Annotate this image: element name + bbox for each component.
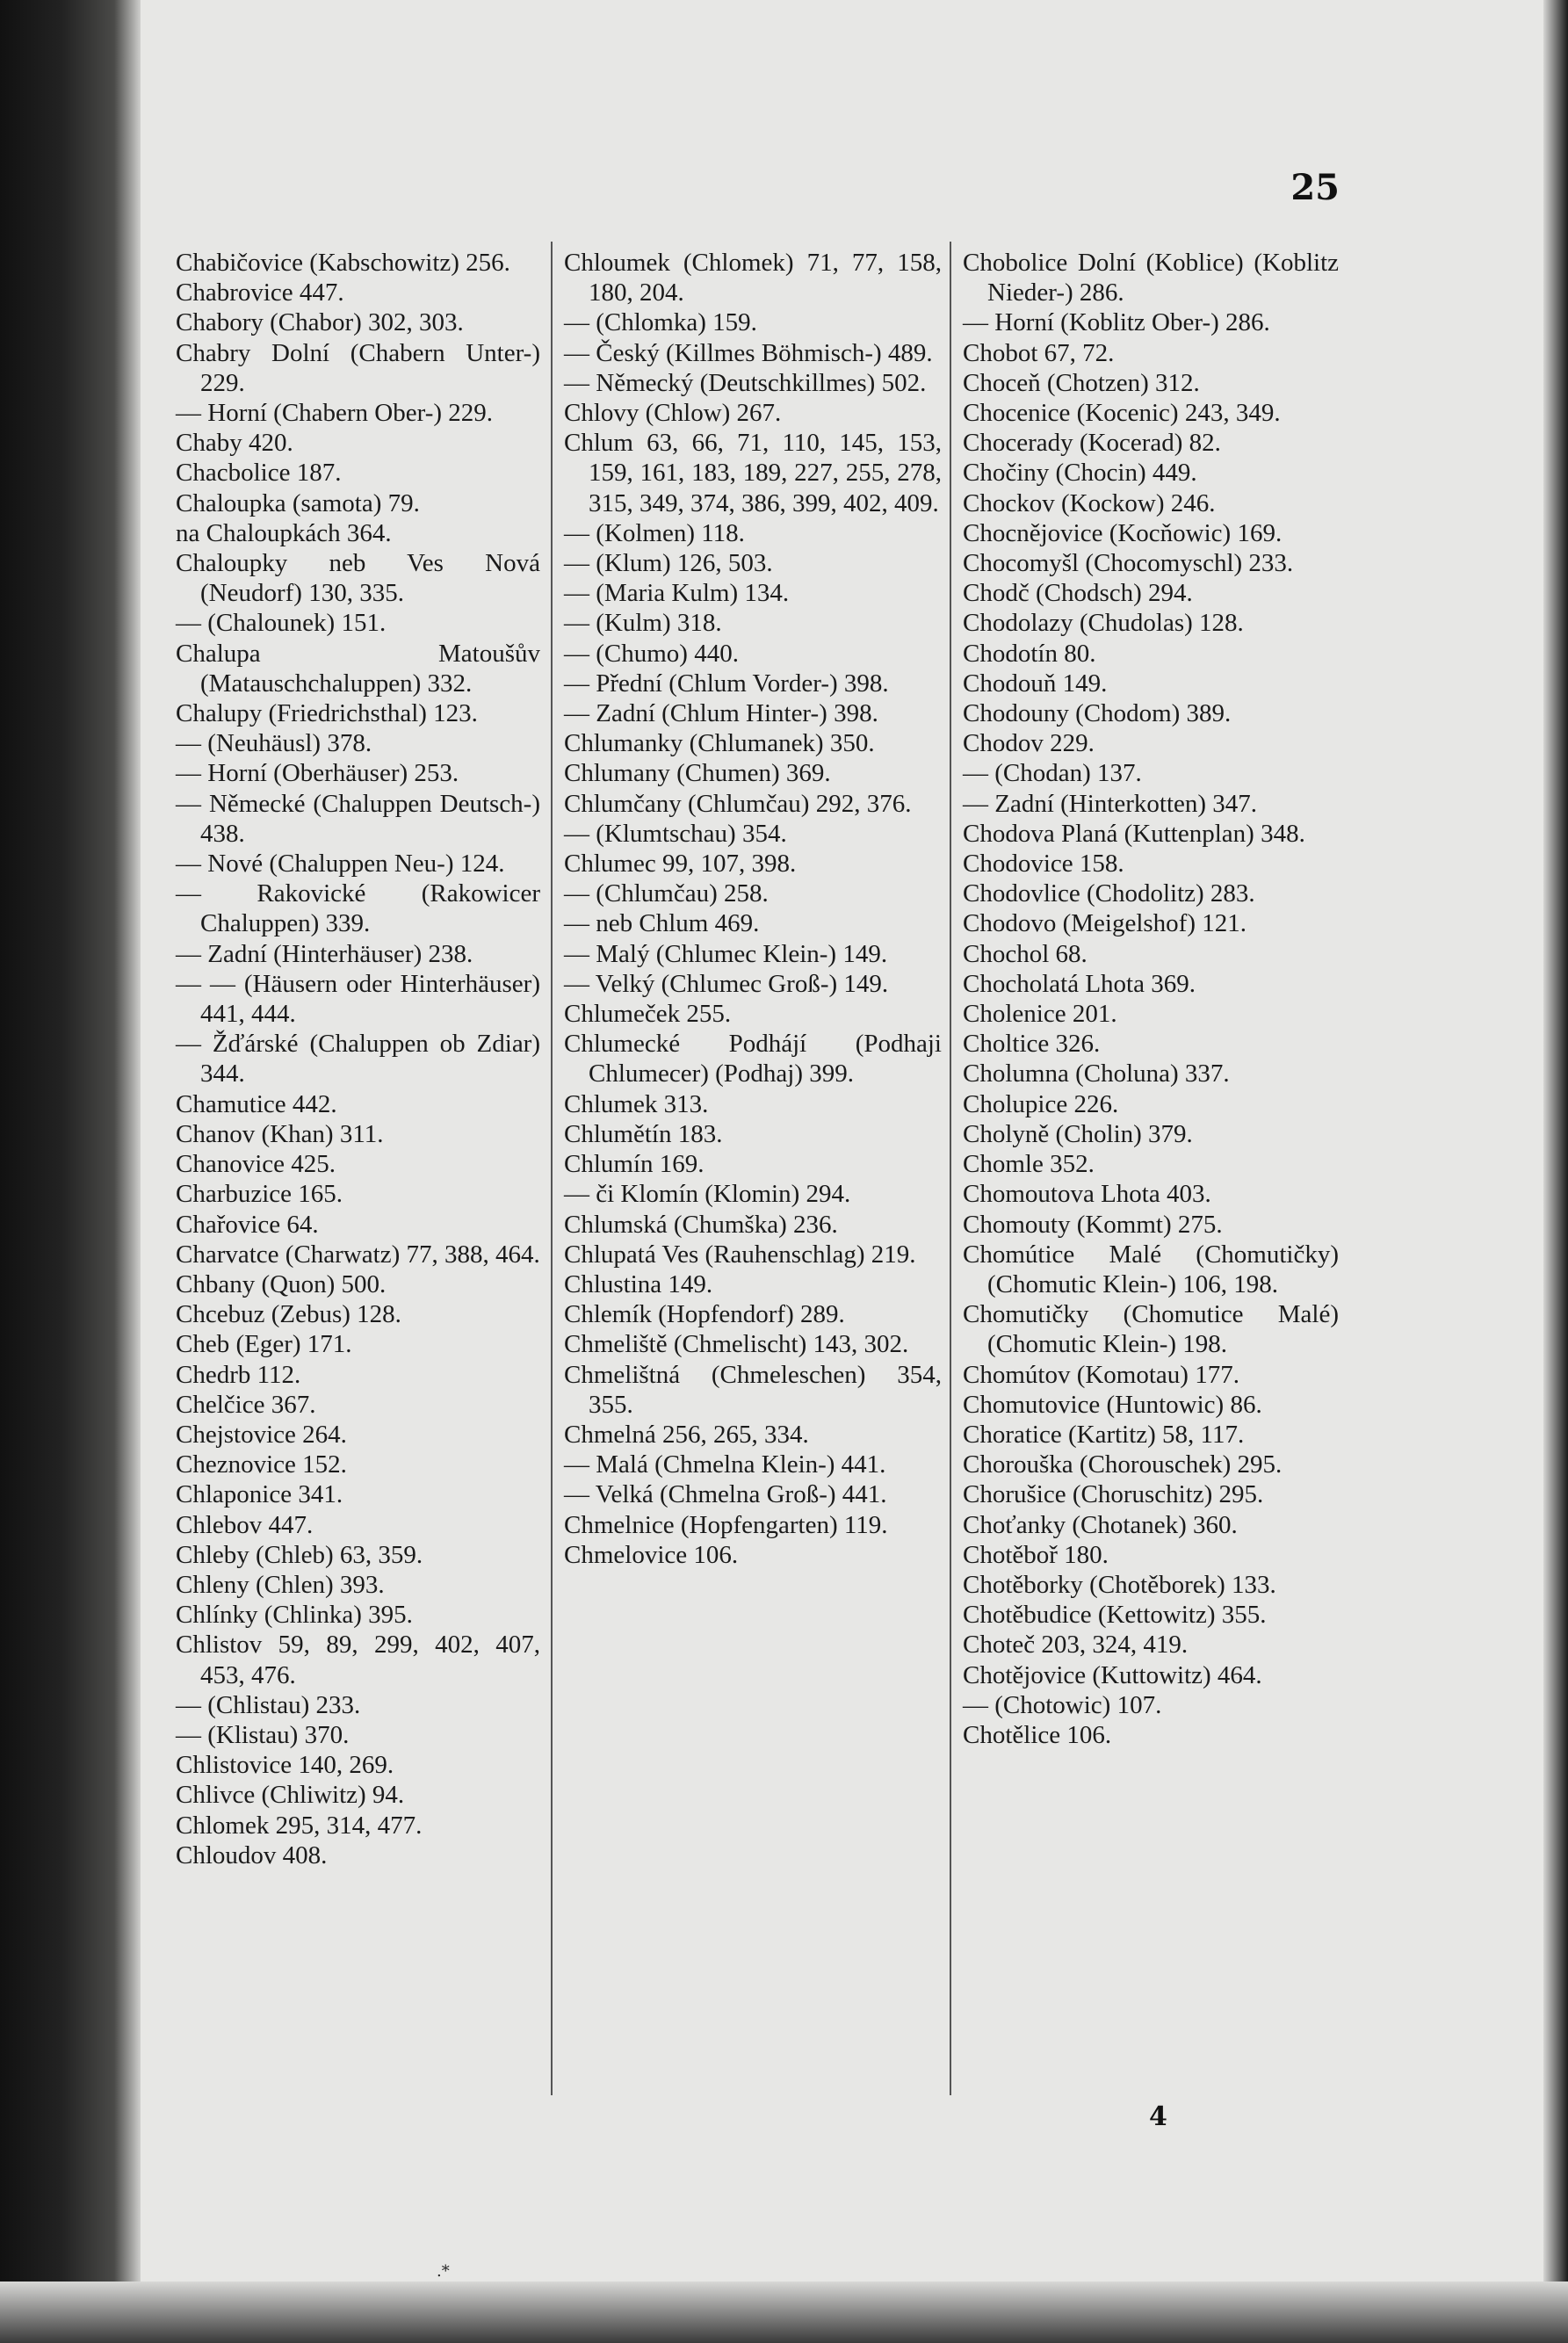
index-entry: Chlumek 313.: [564, 1089, 709, 1118]
scan-border-left: [0, 0, 141, 2343]
index-entry: Chlínky (Chlinka) 395.: [176, 1601, 413, 1630]
index-entry: — (Chalounek) 151.: [176, 609, 387, 638]
index-entry: na Chaloupkách 364.: [176, 518, 392, 547]
index-entry: — či Klomín (Klomin) 294.: [564, 1180, 851, 1209]
index-entry: — Zadní (Hinterhäuser) 238.: [176, 939, 473, 968]
index-entry: Cholenice 201.: [963, 1000, 1117, 1029]
index-entry: Chocholatá Lhota 369.: [963, 969, 1196, 998]
index-entry: Chodovo (Meigelshof) 121.: [963, 909, 1246, 938]
index-entry: Chedrb 112.: [176, 1360, 301, 1389]
index-entry: — Velká (Chmelna Groß-) 441.: [564, 1480, 887, 1509]
index-entry: Chabry Dolní (Chabern Unter-) 229.: [176, 338, 540, 397]
index-entry: Chanovice 425.: [176, 1150, 336, 1179]
index-entry: Chotěboř 180.: [963, 1540, 1109, 1569]
index-entry: Chlebov 447.: [176, 1510, 314, 1539]
index-entry: Chloumek (Chlomek) 71, 77, 158, 180, 204.: [564, 249, 942, 307]
index-entry: Chotěbudice (Kettowitz) 355.: [963, 1601, 1267, 1630]
index-entry: — (Chlistau) 233.: [176, 1690, 361, 1719]
index-entry: Chlumín 169.: [564, 1150, 705, 1179]
index-entry: Chlumec 99, 107, 398.: [564, 850, 797, 879]
index-entry: — Nové (Chaluppen Neu-) 124.: [176, 850, 505, 879]
index-entry: Chlumany (Chumen) 369.: [564, 759, 831, 788]
index-entry: Cholyně (Cholin) 379.: [963, 1119, 1193, 1148]
index-entry: — (Klum) 126, 503.: [564, 549, 773, 578]
index-entry: Cheb (Eger) 171.: [176, 1330, 352, 1359]
index-column-2: [564, 248, 942, 2093]
index-entry: Chomouty (Kommt) 275.: [963, 1210, 1223, 1239]
index-entry: Chlum 63, 66, 71, 110, 145, 153, 159, 161, 183, 189, 227, 255, 278, 315, 349, 374, 386, 399, 402, 409.: [564, 429, 942, 517]
index-entry: Chlumčany (Chlumčau) 292, 376.: [564, 789, 912, 818]
index-entry: Chleby (Chleb) 63, 359.: [176, 1540, 423, 1569]
index-entry: — Zadní (Hinterkotten) 347.: [963, 789, 1258, 818]
index-entry: Chodotín 80.: [963, 639, 1096, 668]
index-entry: Chlovy (Chlow) 267.: [564, 399, 782, 428]
index-entry: Chalupa Matoušův (Matauschchaluppen) 332.: [176, 639, 540, 698]
index-entry: Choťanky (Chotanek) 360.: [963, 1510, 1238, 1539]
column-divider: [551, 242, 553, 2095]
index-entry: Chaloupka (samota) 79.: [176, 488, 420, 517]
index-entry: Chlumětín 183.: [564, 1119, 723, 1148]
index-entry: Chočiny (Chocin) 449.: [963, 459, 1197, 488]
index-entry: Chelčice 367.: [176, 1390, 316, 1419]
index-entry: Chodč (Chodsch) 294.: [963, 579, 1193, 608]
index-entry: Charbuzice 165.: [176, 1180, 343, 1209]
index-entry: Chodolazy (Chudolas) 128.: [963, 609, 1244, 638]
index-entry: Choteč 203, 324, 419.: [963, 1631, 1189, 1660]
index-entry: — Žďárské (Chaluppen ob Zdiar) 344.: [176, 1030, 540, 1088]
index-column-3: [963, 248, 1339, 2093]
index-entry: — Německé (Chaluppen Deutsch-) 438.: [176, 789, 540, 848]
index-entry: Chlemík (Hopfendorf) 289.: [564, 1300, 845, 1329]
index-entry: Chloudov 408.: [176, 1840, 328, 1869]
index-entry: Chmeliště (Chmelischt) 143, 302.: [564, 1330, 909, 1359]
index-entry: Chomútice Malé (Chomutičky) (Chomutic Klein-) 106, 198.: [963, 1240, 1339, 1298]
index-entry: — Horní (Oberhäuser) 253.: [176, 759, 459, 788]
index-entry: — (Neuhäusl) 378.: [176, 729, 372, 758]
index-entry: — (Kulm) 318.: [564, 609, 722, 638]
index-entry: Chodovice 158.: [963, 850, 1124, 879]
index-entry: Chmelištná (Chmeleschen) 354, 355.: [564, 1360, 942, 1419]
index-entry: Chocenice (Kocenic) 243, 349.: [963, 399, 1281, 428]
index-entry: Chocerady (Kocerad) 82.: [963, 429, 1221, 458]
index-entry: Chocomyšl (Chocomyschl) 233.: [963, 549, 1294, 578]
index-entry: — Český (Killmes Böhmisch-) 489.: [564, 338, 933, 367]
index-entry: Chbany (Quon) 500.: [176, 1269, 387, 1298]
index-entry: — (Chotowic) 107.: [963, 1690, 1162, 1719]
index-entry: Cholumna (Choluna) 337.: [963, 1059, 1230, 1088]
index-entry: Chomutovice (Huntowic) 86.: [963, 1390, 1262, 1419]
index-entry: Chomoutova Lhota 403.: [963, 1180, 1211, 1209]
index-entry: — Zadní (Chlum Hinter-) 398.: [564, 699, 878, 728]
index-entry: — (Chumo) 440.: [564, 639, 739, 668]
index-entry: Charvatce (Charwatz) 77, 388, 464.: [176, 1240, 540, 1269]
index-entry: Chorouška (Chorouschek) 295.: [963, 1450, 1283, 1479]
index-entry: Chockov (Kockow) 246.: [963, 488, 1216, 517]
index-entry: Chlumecké Podhájí (Podhaji Chlumecer) (Podhaj) 399.: [564, 1030, 942, 1088]
index-entry: — (Kolmen) 118.: [564, 518, 745, 547]
index-entry: Chamutice 442.: [176, 1089, 337, 1118]
index-entry: Chmelná 256, 265, 334.: [564, 1420, 809, 1449]
index-entry: Chlumanky (Chlumanek) 350.: [564, 729, 875, 758]
scan-border-right: [1543, 0, 1568, 2343]
index-entry: — (Klistau) 370.: [176, 1720, 350, 1749]
index-entry: — (Chlumčau) 258.: [564, 879, 769, 908]
index-entry: Chodouny (Chodom) 389.: [963, 699, 1232, 728]
index-entry: Chlivce (Chliwitz) 94.: [176, 1781, 405, 1810]
index-entry: Chmelnice (Hopfengarten) 119.: [564, 1510, 888, 1539]
index-entry: Chabrovice 447.: [176, 278, 344, 307]
index-entry: Choceň (Chotzen) 312.: [963, 368, 1200, 397]
index-entry: Chejstovice 264.: [176, 1420, 347, 1449]
index-entry: Cholupice 226.: [963, 1089, 1119, 1118]
index-entry: Chlaponice 341.: [176, 1480, 343, 1509]
index-entry: — Malá (Chmelna Klein-) 441.: [564, 1450, 886, 1479]
index-entry: Chorušice (Choruschitz) 295.: [963, 1480, 1264, 1509]
index-entry: Chotěborky (Chotěborek) 133.: [963, 1570, 1276, 1599]
signature-mark: 4: [1149, 2101, 1167, 2132]
index-entry: — Rakovické (Rakowicer Chaluppen) 339.: [176, 879, 540, 938]
index-entry: — Malý (Chlumec Klein-) 149.: [564, 939, 888, 968]
index-entry: Chodova Planá (Kuttenplan) 348.: [963, 819, 1305, 848]
index-entry: Chodouň 149.: [963, 669, 1108, 698]
index-entry: Chomle 352.: [963, 1150, 1095, 1179]
index-entry: Chlumská (Chumška) 236.: [564, 1210, 838, 1239]
index-entry: — (Maria Kulm) 134.: [564, 579, 790, 608]
column-divider: [950, 242, 951, 2095]
index-entry: — Velký (Chlumec Groß-) 149.: [564, 969, 889, 998]
index-entry: — (Chlomka) 159.: [564, 308, 757, 337]
index-entry: — neb Chlum 469.: [564, 909, 760, 938]
index-entry: Chocnějovice (Kocňowic) 169.: [963, 518, 1283, 547]
index-entry: Chleny (Chlen) 393.: [176, 1570, 385, 1599]
index-entry: Chomútov (Komotau) 177.: [963, 1360, 1239, 1389]
index-entry: Chabory (Chabor) 302, 303.: [176, 308, 464, 337]
index-entry: Choratice (Kartitz) 58, 117.: [963, 1420, 1245, 1449]
index-entry: Chlistovice 140, 269.: [176, 1751, 394, 1780]
index-entry: Chacbolice 187.: [176, 459, 342, 488]
index-entry: Chotějovice (Kuttowitz) 464.: [963, 1660, 1262, 1689]
index-entry: — Horní (Koblitz Ober-) 286.: [963, 308, 1270, 337]
index-entry: — (Klumtschau) 354.: [564, 819, 787, 848]
index-entry: Chaloupky neb Ves Nová (Neudorf) 130, 335.: [176, 549, 540, 608]
index-entry: Chodovlice (Chodolitz) 283.: [963, 879, 1255, 908]
index-entry: Chlumeček 255.: [564, 1000, 732, 1029]
index-entry: Chaby 420.: [176, 429, 293, 458]
index-entry: Chlomek 295, 314, 477.: [176, 1811, 423, 1840]
scan-border-bottom: [0, 2282, 1568, 2343]
index-entry: Chalupy (Friedrichsthal) 123.: [176, 699, 478, 728]
index-entry: Chomutičky (Chomutice Malé) (Chomutic Klein-) 198.: [963, 1300, 1339, 1359]
index-entry: — — (Häusern oder Hinterhäuser) 441, 444.: [176, 969, 540, 1029]
index-entry: Chlistov 59, 89, 299, 402, 407, 453, 476.: [176, 1631, 540, 1689]
index-column-1: [176, 248, 540, 2093]
index-entry: — Přední (Chlum Vorder-) 398.: [564, 669, 889, 698]
index-entry: Chobot 67, 72.: [963, 338, 1115, 367]
index-entry: Chochol 68.: [963, 939, 1087, 968]
index-entry: Chanov (Khan) 311.: [176, 1119, 384, 1148]
index-entry: — (Chodan) 137.: [963, 759, 1142, 788]
index-entry: Chlustina 149.: [564, 1269, 713, 1298]
index-entry: Choltice 326.: [963, 1030, 1101, 1059]
index-entry: — Německý (Deutschkillmes) 502.: [564, 368, 927, 397]
index-entry: Chodov 229.: [963, 729, 1095, 758]
footer-mark: .*: [437, 2262, 450, 2281]
index-entry: Cheznovice 152.: [176, 1450, 347, 1479]
index-entry: — Horní (Chabern Ober-) 229.: [176, 399, 494, 428]
index-entry: Chotělice 106.: [963, 1720, 1112, 1749]
index-entry: Chabičovice (Kabschowitz) 256.: [176, 249, 510, 277]
index-entry: Chmelovice 106.: [564, 1540, 739, 1569]
index-entry: Chařovice 64.: [176, 1210, 319, 1239]
index-entry: Chobolice Dolní (Koblice) (Koblitz Nieder-) 286.: [963, 249, 1339, 307]
page-number: 25: [1290, 167, 1340, 208]
index-entry: Chcebuz (Zebus) 128.: [176, 1300, 401, 1329]
index-entry: Chlupatá Ves (Rauhenschlag) 219.: [564, 1240, 916, 1269]
